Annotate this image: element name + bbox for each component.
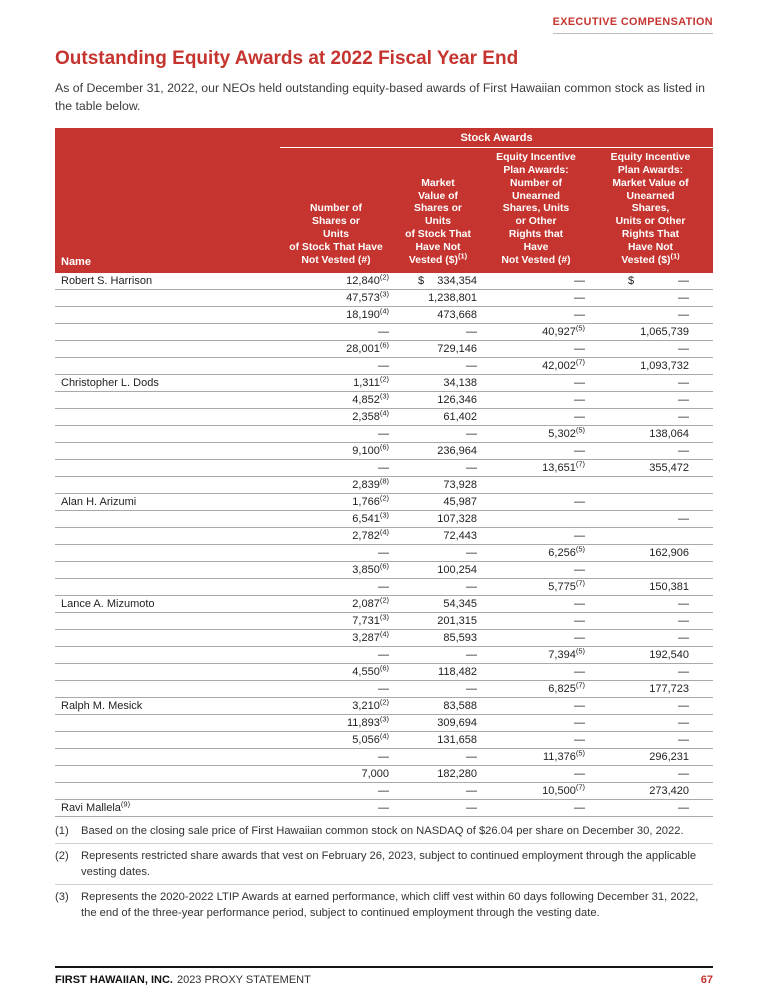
name-cell: Ravi Mallela$^{(9)}$	[55, 799, 280, 816]
value-cell: —	[280, 748, 392, 765]
footnote	[55, 819, 713, 843]
value-cell: 7,731$^{(3)}$	[280, 612, 392, 629]
value-cell: —	[484, 408, 588, 425]
value-cell: 1,311$^{(2)}$	[280, 374, 392, 391]
value-cell: —	[588, 663, 713, 680]
value-cell	[588, 476, 713, 493]
footer-doc-name: 2023 PROXY STATEMENT	[176, 974, 311, 986]
name-cell	[55, 408, 280, 425]
table-body	[55, 273, 713, 817]
name-cell	[55, 425, 280, 442]
name-cell	[55, 357, 280, 374]
value-cell: —	[484, 731, 588, 748]
value-cell: —	[280, 357, 392, 374]
value-cell: 5,775$^{(7)}$	[484, 578, 588, 595]
name-cell	[55, 510, 280, 527]
value-cell: 45,987	[392, 493, 484, 510]
table-row	[55, 731, 713, 748]
value-cell: 473,668	[392, 306, 484, 323]
value-cell: 138,064	[588, 425, 713, 442]
page-title: Outstanding Equity Awards at 2022 Fiscal Year End	[55, 48, 519, 69]
value-cell	[484, 510, 588, 527]
table-row	[55, 714, 713, 731]
value-cell: 182,280	[392, 765, 484, 782]
value-cell: 3,850$^{(6)}$	[280, 561, 392, 578]
value-cell: —	[588, 765, 713, 782]
value-cell: 83,588	[392, 697, 484, 714]
value-cell: 107,328	[392, 510, 484, 527]
value-cell: —	[280, 799, 392, 816]
name-cell	[55, 289, 280, 306]
value-cell: —	[484, 442, 588, 459]
table-header	[55, 128, 713, 273]
value-cell: 3,210$^{(2)}$	[280, 697, 392, 714]
value-cell: $ 334,354	[392, 273, 484, 290]
value-cell: 162,906	[588, 544, 713, 561]
value-cell: —	[588, 629, 713, 646]
value-cell: 12,840$^{(2)}$	[280, 273, 392, 290]
value-cell: 3,287$^{(4)}$	[280, 629, 392, 646]
table-row	[55, 527, 713, 544]
table-row	[55, 646, 713, 663]
value-cell: —	[280, 680, 392, 697]
value-cell: —	[392, 680, 484, 697]
section-header	[55, 16, 713, 34]
stock-awards-group-header: Stock Awards	[280, 128, 713, 148]
name-cell	[55, 527, 280, 544]
value-cell: —	[484, 663, 588, 680]
value-cell: —	[484, 340, 588, 357]
value-cell: —	[484, 391, 588, 408]
name-cell: Christopher L. Dods	[55, 374, 280, 391]
value-cell: —	[392, 748, 484, 765]
table-row	[55, 697, 713, 714]
value-cell: 54,345	[392, 595, 484, 612]
footnote-text: Represents the 2020-2022 LTIP Awards at earned performance, which cliff vest within 60 days following December 31, 2022, the end of the three-year performance period, subject to continued employment through the vesting date.	[81, 891, 699, 919]
footer-brand: FIRST HAWAIIAN, INC.	[55, 974, 173, 986]
table-row	[55, 680, 713, 697]
group-header-row	[55, 128, 713, 148]
value-cell: —	[588, 697, 713, 714]
value-cell	[588, 561, 713, 578]
footnote	[55, 884, 713, 925]
footnote-label: (1)	[55, 824, 69, 837]
table-row	[55, 765, 713, 782]
value-cell: 1,065,739	[588, 323, 713, 340]
value-cell: 2,358$^{(4)}$	[280, 408, 392, 425]
table-row	[55, 425, 713, 442]
value-cell: 10,500$^{(7)}$	[484, 782, 588, 799]
column-header-market-value: Market Value of Shares or Units of Stock That Have Not Vested ($)$^{(1)}$	[392, 147, 484, 273]
table-row	[55, 340, 713, 357]
value-cell: —	[484, 612, 588, 629]
value-cell: 5,056$^{(4)}$	[280, 731, 392, 748]
column-header-row	[55, 147, 713, 273]
currency-symbol: $	[628, 274, 635, 287]
table-row	[55, 510, 713, 527]
value-cell: 6,541$^{(3)}$	[280, 510, 392, 527]
value-cell: 7,394$^{(5)}$	[484, 646, 588, 663]
value-cell: 2,839$^{(8)}$	[280, 476, 392, 493]
name-cell	[55, 663, 280, 680]
name-cell	[55, 612, 280, 629]
table-row	[55, 748, 713, 765]
value-cell: —	[588, 731, 713, 748]
value-cell: 73,928	[392, 476, 484, 493]
table-row	[55, 476, 713, 493]
name-cell	[55, 629, 280, 646]
value-cell: 85,593	[392, 629, 484, 646]
value-cell: 296,231	[588, 748, 713, 765]
value-cell: 6,256$^{(5)}$	[484, 544, 588, 561]
value-cell: —	[484, 561, 588, 578]
name-cell	[55, 680, 280, 697]
value-cell	[588, 493, 713, 510]
value-cell: —	[280, 459, 392, 476]
name-cell	[55, 765, 280, 782]
value-cell	[588, 527, 713, 544]
equity-awards-table	[55, 128, 713, 817]
value-cell: $ —	[588, 273, 713, 290]
value-cell: 28,001$^{(6)}$	[280, 340, 392, 357]
value-cell: —	[392, 323, 484, 340]
name-cell	[55, 646, 280, 663]
blank-header-cell	[55, 128, 280, 148]
table-row	[55, 391, 713, 408]
value-cell: —	[484, 629, 588, 646]
value-cell: 729,146	[392, 340, 484, 357]
name-cell	[55, 476, 280, 493]
value-cell: 7,000	[280, 765, 392, 782]
value-cell: 1,093,732	[588, 357, 713, 374]
value-cell: 118,482	[392, 663, 484, 680]
value-cell: —	[392, 544, 484, 561]
table-row	[55, 799, 713, 816]
value-cell: 34,138	[392, 374, 484, 391]
intro-paragraph: As of December 31, 2022, our NEOs held outstanding equity-based awards of First Hawaiian common stock as listed in the table below.	[55, 81, 706, 113]
name-cell	[55, 782, 280, 799]
value-cell: 4,550$^{(6)}$	[280, 663, 392, 680]
value-cell: —	[280, 323, 392, 340]
table-row	[55, 273, 713, 290]
column-header-shares-not-vested: Number of Shares or Units of Stock That Have Not Vested (#)	[280, 147, 392, 273]
value-cell: 192,540	[588, 646, 713, 663]
value-cell: —	[588, 289, 713, 306]
name-cell	[55, 714, 280, 731]
value-cell: 1,238,801	[392, 289, 484, 306]
name-cell	[55, 561, 280, 578]
table-row	[55, 595, 713, 612]
value-cell: 131,658	[392, 731, 484, 748]
footnote-text: Based on the closing sale price of First Hawaiian common stock on NASDAQ of $26.04 per share on December 30, 2022.	[81, 824, 684, 837]
value-cell: —	[280, 578, 392, 595]
value-cell: 201,315	[392, 612, 484, 629]
table-row	[55, 578, 713, 595]
name-cell	[55, 748, 280, 765]
value-cell: 2,782$^{(4)}$	[280, 527, 392, 544]
column-header-unearned-market-value: Equity Incentive Plan Awards: Market Value of Unearned Shares, Units or Other Rights That Have Not Vested ($)$^{(1)}$	[588, 147, 713, 273]
value-cell: —	[484, 493, 588, 510]
footnote-label: (2)	[55, 850, 69, 863]
currency-symbol: $	[418, 274, 425, 287]
value-cell: 177,723	[588, 680, 713, 697]
value-cell: —	[484, 273, 588, 290]
table-row	[55, 357, 713, 374]
footnote-label: (3)	[55, 891, 69, 904]
table-row	[55, 374, 713, 391]
value-cell: —	[588, 306, 713, 323]
value-cell: —	[588, 374, 713, 391]
value-cell: 355,472	[588, 459, 713, 476]
value-cell: 150,381	[588, 578, 713, 595]
name-cell: Lance A. Mizumoto	[55, 595, 280, 612]
value-cell: 11,376$^{(5)}$	[484, 748, 588, 765]
value-cell: 2,087$^{(2)}$	[280, 595, 392, 612]
value-cell: —	[484, 799, 588, 816]
table-row	[55, 306, 713, 323]
column-header-unearned-shares: Equity Incentive Plan Awards: Number of Unearned Shares, Units or Other Rights that Have Not Vested (#)	[484, 147, 588, 273]
value-cell: —	[588, 595, 713, 612]
value-cell: 236,964	[392, 442, 484, 459]
value-cell: 100,254	[392, 561, 484, 578]
value-cell: 6,825$^{(7)}$	[484, 680, 588, 697]
name-cell	[55, 323, 280, 340]
name-cell: Ralph M. Mesick	[55, 697, 280, 714]
value-cell: —	[588, 612, 713, 629]
value-cell: —	[392, 425, 484, 442]
value-cell: —	[588, 391, 713, 408]
table-row	[55, 561, 713, 578]
value-cell: —	[484, 697, 588, 714]
value-cell: 72,443	[392, 527, 484, 544]
table-row	[55, 629, 713, 646]
footer-text	[55, 974, 311, 986]
value-cell: —	[588, 510, 713, 527]
value-cell: —	[588, 442, 713, 459]
table-row	[55, 289, 713, 306]
table-row	[55, 663, 713, 680]
value-cell: 9,100$^{(6)}$	[280, 442, 392, 459]
table-row	[55, 493, 713, 510]
value-cell: —	[588, 408, 713, 425]
value-cell: —	[484, 527, 588, 544]
value-cell: 273,420	[588, 782, 713, 799]
value-cell: —	[484, 374, 588, 391]
value-cell: 5,302$^{(5)}$	[484, 425, 588, 442]
value-cell: 4,852$^{(3)}$	[280, 391, 392, 408]
name-cell	[55, 340, 280, 357]
value-cell: 18,190$^{(4)}$	[280, 306, 392, 323]
page-number: 67	[700, 974, 713, 986]
value-cell: 42,002$^{(7)}$	[484, 357, 588, 374]
value-cell: 126,346	[392, 391, 484, 408]
value-cell: —	[484, 306, 588, 323]
footnote	[55, 843, 713, 884]
value-cell: —	[484, 714, 588, 731]
value-cell: —	[588, 714, 713, 731]
value-cell: 1,766$^{(2)}$	[280, 493, 392, 510]
value-cell: —	[280, 425, 392, 442]
value-cell: —	[280, 544, 392, 561]
value-cell: —	[392, 646, 484, 663]
table-row	[55, 459, 713, 476]
table-row	[55, 408, 713, 425]
table-row	[55, 442, 713, 459]
value-cell: —	[392, 578, 484, 595]
value-cell	[484, 476, 588, 493]
name-cell	[55, 442, 280, 459]
value-cell: —	[588, 340, 713, 357]
name-cell	[55, 306, 280, 323]
name-cell	[55, 578, 280, 595]
table-row	[55, 323, 713, 340]
name-cell	[55, 391, 280, 408]
footnotes	[55, 819, 713, 925]
section-label: EXECUTIVE COMPENSATION	[553, 16, 713, 34]
table-row	[55, 544, 713, 561]
value-cell: —	[280, 782, 392, 799]
value-cell: —	[280, 646, 392, 663]
value-cell: —	[484, 765, 588, 782]
value-cell: —	[392, 357, 484, 374]
value-cell: —	[392, 782, 484, 799]
value-cell: 13,651$^{(7)}$	[484, 459, 588, 476]
value-cell: —	[484, 595, 588, 612]
table-row	[55, 612, 713, 629]
table-row	[55, 782, 713, 799]
value-cell: —	[392, 799, 484, 816]
name-cell	[55, 544, 280, 561]
name-cell: Robert S. Harrison	[55, 273, 280, 290]
value-cell: —	[392, 459, 484, 476]
name-cell	[55, 459, 280, 476]
page-footer	[55, 966, 713, 986]
footnote-text: Represents restricted share awards that vest on February 26, 2023, subject to continued employment through the applicable vesting dates.	[81, 850, 697, 878]
name-cell: Alan H. Arizumi	[55, 493, 280, 510]
value-cell: 11,893$^{(3)}$	[280, 714, 392, 731]
value-cell: 61,402	[392, 408, 484, 425]
value-cell: —	[588, 799, 713, 816]
name-cell	[55, 731, 280, 748]
value-cell: —	[484, 289, 588, 306]
name-column-header: Name	[55, 147, 280, 273]
value-cell: 47,573$^{(3)}$	[280, 289, 392, 306]
value-cell: 40,927$^{(5)}$	[484, 323, 588, 340]
value-cell: 309,694	[392, 714, 484, 731]
